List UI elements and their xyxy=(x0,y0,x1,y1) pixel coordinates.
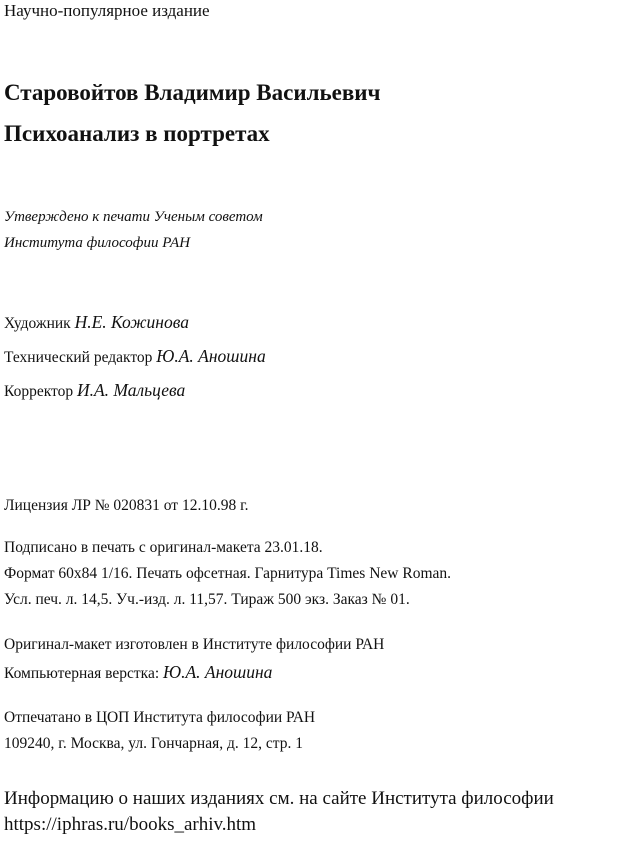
website-info-line: Информацию о наших изданиях см. на сайте Института философии xyxy=(4,788,554,809)
print-info-line: Формат 60x84 1/16. Печать офсетная. Гарнитура Times New Roman. xyxy=(4,565,452,582)
book-title: Психоанализ в портретах xyxy=(4,121,270,146)
credit-role: Технический редактор xyxy=(4,349,153,366)
credit-artist xyxy=(4,312,189,333)
credit-name: И.А. Мальцева xyxy=(76,380,186,400)
credit-proofreader xyxy=(4,380,185,401)
credit-name: Н.Е. Кожинова xyxy=(74,312,189,332)
credit-role: Корректор xyxy=(4,383,74,400)
print-info-line: Подписано в печать с оригинал-макета 23.01.18. xyxy=(4,539,323,556)
credit-name: Ю.А. Аношина xyxy=(156,346,266,366)
typesetting-name: Ю.А. Аношина xyxy=(163,662,273,682)
credit-role: Художник xyxy=(4,315,71,332)
typesetting-line xyxy=(4,662,272,683)
printer-address-line: 109240, г. Москва, ул. Гончарная, д. 12, стр. 1 xyxy=(4,735,303,752)
book-author: Старовойтов Владимир Васильевич xyxy=(4,80,381,105)
license-line: Лицензия ЛР № 020831 от 12.10.98 г. xyxy=(4,497,249,514)
approval-line: Института философии РАН xyxy=(4,235,191,251)
approval-line: Утверждено к печати Ученым советом xyxy=(4,209,263,225)
layout-info-line: Оригинал-макет изготовлен в Институте философии РАН xyxy=(4,636,385,653)
genre-label: Научно-популярное издание xyxy=(4,1,210,20)
print-info-line: Усл. печ. л. 14,5. Уч.-изд. л. 11,57. Тираж 500 экз. Заказ № 01. xyxy=(4,591,410,608)
typesetting-role: Компьютерная верстка: xyxy=(4,665,160,682)
credit-tech-editor xyxy=(4,346,266,367)
printed-at-line: Отпечатано в ЦОП Института философии РАН xyxy=(4,709,316,726)
website-url: https://iphras.ru/books_arhiv.htm xyxy=(4,814,257,835)
